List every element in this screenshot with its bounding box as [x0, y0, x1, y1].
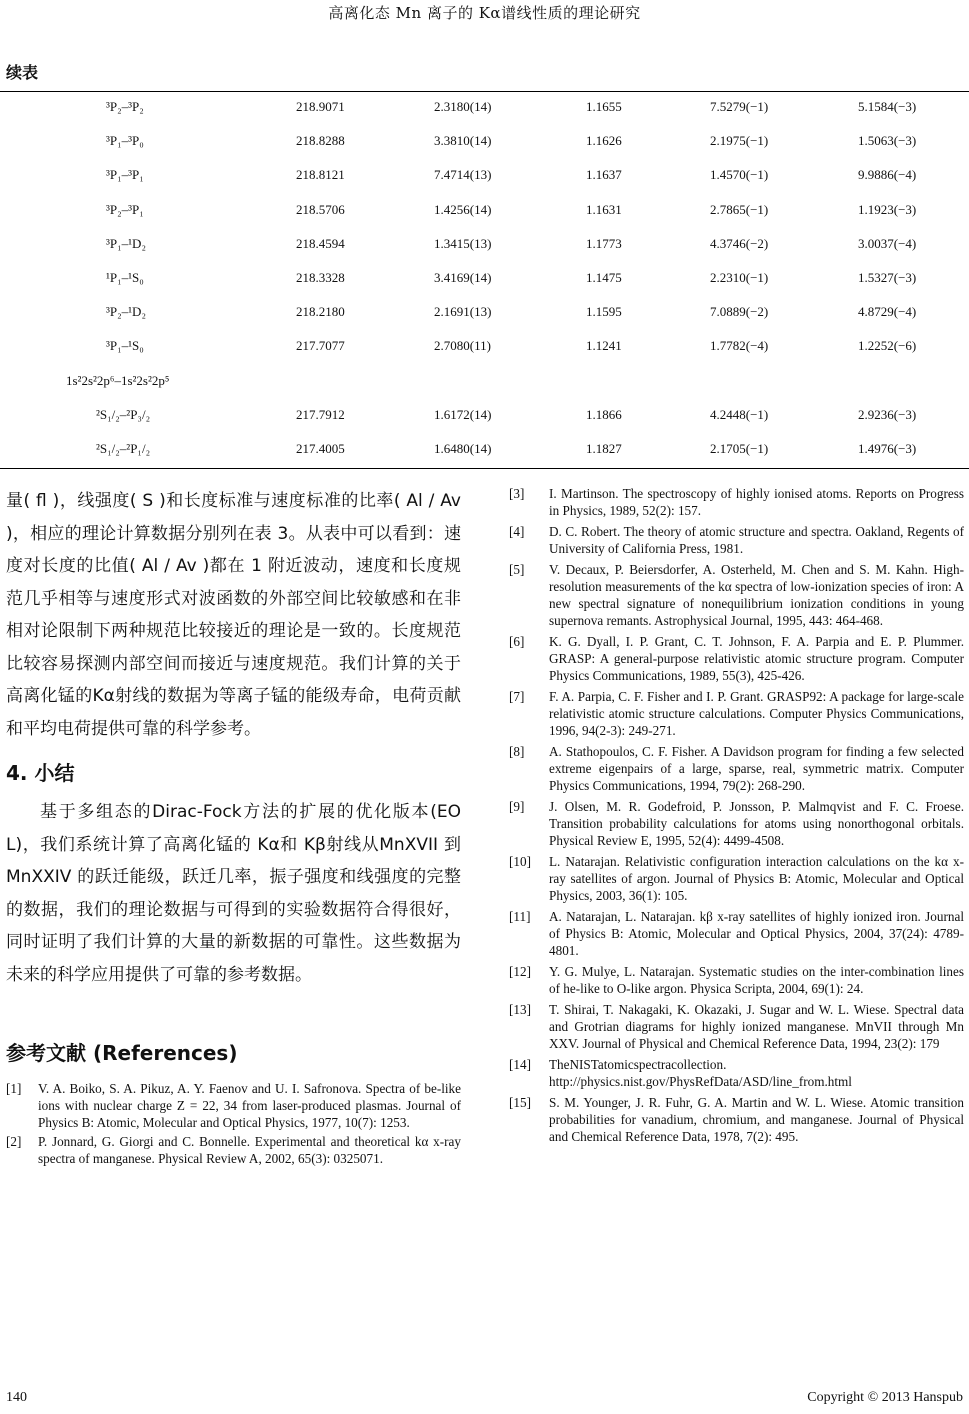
transition-cell: ³P₂–³P₁: [106, 201, 144, 217]
reference-item: [6, 1133, 461, 1167]
value-cell: 218.2180: [296, 304, 345, 320]
reference-item: [509, 485, 964, 519]
reference-text: A. Natarajan, L. Natarajan. kβ x-ray satellites of highly ionized iron. Journal of Physics B: Atomic, Molecular and Optical Physics, 2004, 37(24): 4789-4801.: [549, 909, 964, 958]
value-cell: 4.3746(−2): [710, 235, 769, 251]
value-cell: 2.3180(14): [434, 99, 492, 114]
value-cell: 218.4594: [296, 235, 345, 251]
transition-cell: ²S₁/₂–²P₃/₂: [96, 406, 151, 422]
reference-item: [509, 1056, 964, 1090]
value-cell: 1.3415(13): [434, 235, 492, 251]
value-cell: 1.1866: [586, 406, 622, 422]
table-row: [0, 126, 969, 160]
reference-text: V. A. Boiko, S. A. Pikuz, A. Y. Faenov and U. I. Safronova. Spectra of be-like ions with nuclear charge Z = 22, 34 from laser-produced plasmas. Journal of Physics B: Atomic, Molecular and Optical Physics, 1977, 10(7): 1253.: [38, 1081, 461, 1130]
reference-item: [509, 523, 964, 557]
value-cell: 1.6172(14): [434, 406, 492, 422]
value-cell: 1.7782(−4): [710, 338, 769, 354]
reference-item: [509, 688, 964, 739]
reference-text: Y. G. Mulye, L. Natarajan. Systematic studies on the inter-combination lines of he-like to O-like argon. Physica Scripta, 2004, 69(1): 24.: [549, 964, 964, 996]
value-cell: 217.4005: [296, 440, 345, 456]
reference-number: [11]: [509, 909, 531, 924]
value-cell: 2.9236(−3): [858, 406, 917, 422]
body-paragraph: 量( fl )，线强度( S )和长度标准与速度标准的比率( Al / Av )，相应的理论计算数据分别列在表 3。从表中可以看到：速度对长度的比值( Al / Av )都在 1 附近波动，速度和长度规范几乎相等与速度形式对波函数的外部空间比较敏感和在非相对论限制下两种规范比较接近的理论是一致的。长度规范比较容易探测内部空间而接近与速度规范。我们计算的关于高离化锰的Kα射线的数据为等离子锰的能级寿命，电荷贡献和平均电荷提供可靠的科学参考。: [6, 491, 461, 739]
transition-cell: ³P₂–³P₂: [106, 99, 144, 114]
value-cell: 7.4714(13): [434, 167, 492, 183]
value-cell: 1.5327(−3): [858, 269, 917, 285]
value-cell: 1.4976(−3): [858, 440, 917, 456]
value-cell: 217.7912: [296, 406, 345, 422]
transition-cell: 1s²2s²2p⁶–1s²2s²2p⁵: [66, 372, 170, 388]
right-column: [509, 485, 964, 1149]
table-row: [0, 366, 969, 400]
value-cell: 4.2448(−1): [710, 406, 769, 422]
reference-item: [509, 908, 964, 959]
value-cell: 217.7077: [296, 338, 345, 354]
table-row: [0, 92, 969, 126]
table-row: [0, 297, 969, 331]
references-right: [509, 485, 964, 1145]
transition-cell: ³P₁–¹D₂: [106, 235, 146, 251]
reference-number: [6]: [509, 634, 525, 649]
reference-number: [4]: [509, 524, 525, 539]
value-cell: 7.0889(−2): [710, 304, 769, 320]
reference-text: I. Martinson. The spectroscopy of highly ionised atoms. Reports on Progress in Physics, 1989, 52(2): 157.: [549, 486, 964, 518]
value-cell: 1.4256(14): [434, 201, 492, 217]
table-row: [0, 263, 969, 297]
value-cell: 1.1475: [586, 269, 622, 285]
value-cell: 1.5063(−3): [858, 133, 917, 149]
reference-item: [509, 853, 964, 904]
reference-text: F. A. Parpia, C. F. Fisher and I. P. Grant. GRASP92: A package for large-scale relativistic atomic structure calculations. Computer Physics Communications, 1996, 94(2-3): 249-271.: [549, 689, 964, 738]
value-cell: 2.7080(11): [434, 338, 491, 354]
table-row: [0, 160, 969, 194]
section-heading: 4. 小结: [6, 761, 75, 785]
value-cell: 2.1705(−1): [710, 440, 769, 456]
value-cell: 2.2310(−1): [710, 269, 769, 285]
reference-item: [509, 963, 964, 997]
table-row: [0, 229, 969, 263]
value-cell: 5.1584(−3): [858, 99, 917, 114]
reference-number: [15]: [509, 1095, 531, 1110]
reference-item: [6, 1080, 461, 1131]
reference-number: [5]: [509, 562, 525, 577]
reference-item: [509, 633, 964, 684]
value-cell: 2.1691(13): [434, 304, 492, 320]
value-cell: 3.3810(14): [434, 133, 492, 149]
reference-number: [13]: [509, 1002, 531, 1017]
value-cell: 1.1655: [586, 99, 622, 114]
value-cell: 1.6480(14): [434, 440, 492, 456]
transition-cell: ³P₂–¹D₂: [106, 304, 146, 320]
running-head: 高离化态 Mn 离子的 Kα谱线性质的理论研究: [328, 4, 641, 22]
reference-number: [1]: [6, 1081, 22, 1096]
page-number: 140: [6, 1390, 27, 1405]
value-cell: 3.4169(14): [434, 269, 492, 285]
reference-text: V. Decaux, P. Beiersdorfer, A. Osterheld, M. Chen and S. M. Kahn. High-resolution measurements of the kα spectra of low-ionization species of iron: A new spectral signature of nonequilibrium ionization conditions in young supernova remants. Astrophysical Journal, 1995, 443: 464-468.: [549, 562, 964, 628]
transition-cell: ³P₁–¹S₀: [106, 338, 144, 354]
transition-cell: ³P₁–³P₁: [106, 167, 144, 183]
value-cell: 1.4570(−1): [710, 167, 769, 183]
value-cell: 218.8288: [296, 133, 345, 149]
value-cell: 1.1827: [586, 440, 622, 456]
reference-number: [3]: [509, 486, 525, 501]
transition-cell: ³P₁–³P₀: [106, 133, 144, 149]
value-cell: 2.7865(−1): [710, 201, 769, 217]
value-cell: 1.2252(−6): [858, 338, 917, 354]
value-cell: 1.1923(−3): [858, 201, 917, 217]
reference-item: [509, 1094, 964, 1145]
copyright: Copyright © 2013 Hanspub: [807, 1390, 963, 1405]
value-cell: 1.1595: [586, 304, 622, 320]
value-cell: 1.1626: [586, 133, 622, 149]
reference-text: J. Olsen, M. R. Godefroid, P. Jonsson, P. Malmqvist and F. C. Froese. Transition probability calculations for atoms using nonorthogonal orbitals. Physical Review E, 1995, 52(4): 4499-4508.: [549, 799, 964, 848]
value-cell: 1.1631: [586, 201, 622, 217]
table-row: [0, 331, 969, 365]
reference-number: [8]: [509, 744, 525, 759]
reference-text: T. Shirai, T. Nakagaki, K. Okazaki, J. Sugar and W. L. Wiese. Spectral data and Grotrian diagrams for highly ionized manganese. MnVII through Mn XXV. Journal of Physical and Chemical Reference Data, 1994, 23(2): 179: [549, 1002, 964, 1051]
value-cell: 1.1241: [586, 338, 622, 354]
reference-item: [509, 561, 964, 629]
reference-item: [509, 1001, 964, 1052]
references-left: [6, 1080, 461, 1167]
conclusion-paragraph: 基于多组态的Dirac-Fock方法的扩展的优化版本(EOL)，我们系统计算了高离化锰的 Kα和 Kβ射线从MnXVII 到 MnXXIV 的跃迁能级，跃迁几率，振子强度和线强度的完整的数据，我们的理论数据与可得到的实验数据符合得很好，同时证明了我们计算的大量的新数据的可靠性。这些数据为未来的科学应用提供了可靠的参考数据。: [6, 802, 461, 985]
table-bottom-rule: [0, 468, 969, 469]
reference-text: TheNISTatomicspectracollection. http://physics.nist.gov/PhysRefData/ASD/line_from.html: [549, 1057, 852, 1089]
reference-number: [10]: [509, 854, 531, 869]
table-row: [0, 400, 969, 434]
reference-text: D. C. Robert. The theory of atomic structure and spectra. Oakland, Regents of University of California Press, 1981.: [549, 524, 964, 556]
reference-item: [509, 798, 964, 849]
value-cell: 9.9886(−4): [858, 167, 917, 183]
references-heading: 参考文献 (References): [6, 1041, 238, 1065]
reference-text: L. Natarajan. Relativistic configuration interaction calculations on the kα x-ray satellites of argon. Journal of Physics B: Atomic, Molecular and Optical Physics, 2003, 36(1): 105.: [549, 854, 964, 903]
value-cell: 2.1975(−1): [710, 133, 769, 149]
reference-text: P. Jonnard, G. Giorgi and C. Bonnelle. Experimental and theoretical kα x-ray spectra of manganese. Physical Review A, 2002, 65(3): 0325071.: [38, 1134, 461, 1166]
value-cell: 3.0037(−4): [858, 235, 917, 251]
reference-number: [12]: [509, 964, 531, 979]
reference-number: [9]: [509, 799, 525, 814]
value-cell: 1.1773: [586, 235, 622, 251]
value-cell: 1.1637: [586, 167, 622, 183]
value-cell: 218.5706: [296, 201, 345, 217]
value-cell: 4.8729(−4): [858, 304, 917, 320]
value-cell: 218.8121: [296, 167, 345, 183]
reference-item: [509, 743, 964, 794]
table-continued-label: 续表: [6, 63, 39, 82]
reference-text: S. M. Younger, J. R. Fuhr, G. A. Martin and W. L. Wiese. Atomic transition probabilities for vanadium, chromium, and manganese. Journal of Physical and Chemical Reference Data, 1978, 7(2): 495.: [549, 1095, 964, 1144]
reference-number: [2]: [6, 1134, 22, 1149]
table-row: [0, 434, 969, 468]
transition-cell: ²S₁/₂–²P₁/₂: [96, 440, 151, 456]
data-table: [0, 92, 969, 468]
reference-text: A. Stathopoulos, C. F. Fisher. A Davidson program for finding a few selected extreme eigenpairs of a large, sparse, real, symmetric matrix. Computer Physics Communications, 1994, 79(2): 268-290.: [549, 744, 964, 793]
left-column: [6, 485, 461, 1169]
transition-cell: ¹P₁–¹S₀: [106, 269, 144, 285]
table-row: [0, 195, 969, 229]
value-cell: 218.3328: [296, 269, 345, 285]
value-cell: 7.5279(−1): [710, 99, 769, 114]
reference-number: [7]: [509, 689, 525, 704]
reference-number: [14]: [509, 1057, 531, 1072]
reference-text: K. G. Dyall, I. P. Grant, C. T. Johnson, F. A. Parpia and E. P. Plummer. GRASP: A general-purpose relativistic atomic structure program. Computer Physics Communications, 1989, 55(3), 425-426.: [549, 634, 964, 683]
value-cell: 218.9071: [296, 99, 345, 114]
